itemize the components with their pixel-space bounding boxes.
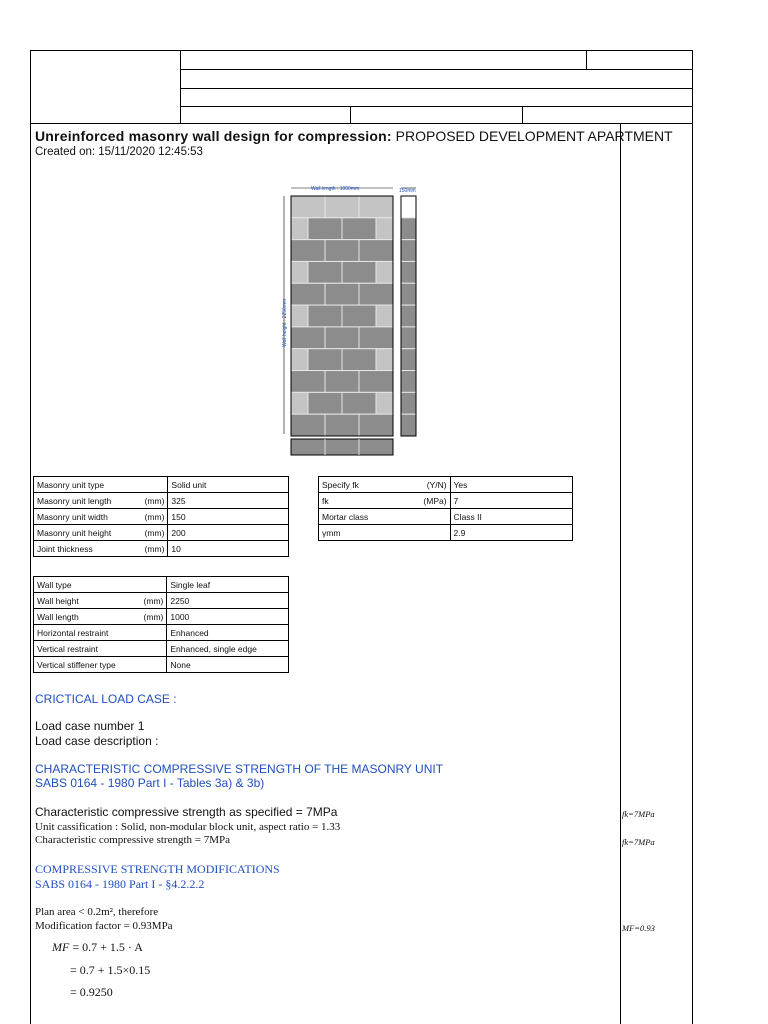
brick bbox=[376, 392, 393, 414]
cell-unit: (mm) bbox=[134, 525, 168, 541]
side-brick bbox=[401, 218, 416, 240]
cell-label: Mortar class bbox=[319, 509, 405, 525]
equation-line-3: = 0.9250 bbox=[70, 985, 113, 999]
cell-unit: (MPa) bbox=[404, 493, 450, 509]
cell-value: 2.9 bbox=[450, 525, 572, 541]
table-row bbox=[319, 477, 573, 493]
side-mf: MF=0.93 bbox=[622, 923, 655, 933]
load-case-number: Load case number 1 bbox=[35, 719, 145, 733]
brick bbox=[376, 261, 393, 283]
brick bbox=[342, 218, 376, 240]
brick bbox=[291, 240, 325, 262]
brick bbox=[308, 305, 342, 327]
cell-label: Masonry unit type bbox=[34, 477, 134, 493]
cell-unit bbox=[133, 657, 167, 673]
brick bbox=[291, 283, 325, 305]
cell-label: Vertical stiffener type bbox=[34, 657, 134, 673]
cell-value: Single leaf bbox=[167, 577, 289, 593]
cell-value: Solid unit bbox=[168, 477, 289, 493]
cell-unit bbox=[404, 509, 450, 525]
cell-label: Wall type bbox=[34, 577, 134, 593]
side-brick bbox=[401, 305, 416, 327]
brick bbox=[359, 196, 393, 218]
cell-unit bbox=[133, 577, 167, 593]
brick bbox=[291, 261, 308, 283]
wall-diagram bbox=[278, 182, 423, 460]
wall-table bbox=[33, 576, 289, 673]
table-row bbox=[34, 509, 289, 525]
char-strength-line1: Characteristic compressive strength as specified = 7MPa bbox=[35, 805, 338, 819]
cell-value: 7 bbox=[450, 493, 572, 509]
wall-height-label: Wall height : 2250mm bbox=[282, 298, 288, 347]
equation-lhs: MF bbox=[52, 940, 70, 954]
side-brick bbox=[401, 371, 416, 393]
cell-value: 150 bbox=[168, 509, 289, 525]
table-row bbox=[319, 525, 573, 541]
equation-line-1 bbox=[52, 940, 143, 955]
load-case-heading: CRICTICAL LOAD CASE : bbox=[35, 692, 177, 706]
table-row bbox=[34, 609, 289, 625]
created-date: Created on: 15/11/2020 12:45:53 bbox=[35, 146, 203, 158]
title-project: PROPOSED DEVELOPMENT APARTMENT bbox=[391, 128, 673, 144]
brick bbox=[342, 392, 376, 414]
cell-value: 200 bbox=[168, 525, 289, 541]
modifications-ref: SABS 0164 - 1980 Part I - §4.2.2.2 bbox=[35, 877, 205, 891]
cell-label: Masonry unit width bbox=[34, 509, 134, 525]
side-brick bbox=[401, 196, 416, 218]
brick bbox=[291, 371, 325, 393]
brick bbox=[291, 305, 308, 327]
cell-label: Masonry unit length bbox=[34, 493, 134, 509]
table-row bbox=[34, 641, 289, 657]
brick bbox=[359, 414, 393, 436]
brick bbox=[359, 240, 393, 262]
cell-value: Class II bbox=[450, 509, 572, 525]
cell-unit: (mm) bbox=[134, 541, 168, 557]
modifications-line2: Modification factor = 0.93MPa bbox=[35, 920, 173, 932]
char-strength-heading: CHARACTERISTIC COMPRESSIVE STRENGTH OF THE MASONRY UNIT bbox=[35, 762, 444, 776]
side-brick bbox=[401, 392, 416, 414]
cell-label: Wall height bbox=[34, 593, 134, 609]
brick bbox=[325, 283, 359, 305]
side-brick bbox=[401, 240, 416, 262]
cell-unit: (mm) bbox=[134, 509, 168, 525]
brick bbox=[342, 349, 376, 371]
cell-unit bbox=[134, 477, 168, 493]
brick bbox=[291, 218, 308, 240]
cell-label: fk bbox=[319, 493, 405, 509]
cell-label: Wall length bbox=[34, 609, 134, 625]
brick bbox=[291, 349, 308, 371]
brick bbox=[359, 283, 393, 305]
char-strength-line2: Unit cassification : Solid, non-modular block unit, aspect ratio = 1.33 bbox=[35, 821, 341, 833]
brick bbox=[376, 305, 393, 327]
cell-unit: (Y/N) bbox=[404, 477, 450, 493]
brick bbox=[359, 371, 393, 393]
char-strength-ref: SABS 0164 - 1980 Part I - Tables 3a) & 3b) bbox=[35, 776, 265, 790]
title-bold: Unreinforced masonry wall design for compression: bbox=[35, 128, 392, 144]
cell-value: Enhanced, single edge bbox=[167, 641, 289, 657]
cell-value: 10 bbox=[168, 541, 289, 557]
brick bbox=[342, 305, 376, 327]
side-brick bbox=[401, 349, 416, 371]
cell-unit: (mm) bbox=[134, 493, 168, 509]
table-row bbox=[34, 577, 289, 593]
table-row bbox=[34, 625, 289, 641]
brick bbox=[325, 196, 359, 218]
table-row bbox=[34, 525, 289, 541]
modifications-heading: COMPRESSIVE STRENGTH MODIFICATIONS bbox=[35, 862, 280, 876]
modifications-line1: Plan area < 0.2m², therefore bbox=[35, 906, 159, 918]
table-row bbox=[34, 593, 289, 609]
table-row bbox=[34, 477, 289, 493]
side-brick bbox=[401, 283, 416, 305]
brick bbox=[359, 327, 393, 349]
brick bbox=[308, 261, 342, 283]
table-row bbox=[319, 509, 573, 525]
brick bbox=[308, 349, 342, 371]
side-brick bbox=[401, 414, 416, 436]
cell-value: 325 bbox=[168, 493, 289, 509]
cell-unit bbox=[404, 525, 450, 541]
brick bbox=[291, 327, 325, 349]
cell-label: Masonry unit height bbox=[34, 525, 134, 541]
cell-value: None bbox=[167, 657, 289, 673]
page-title bbox=[35, 128, 673, 144]
cell-unit: (mm) bbox=[133, 609, 167, 625]
table-row bbox=[34, 493, 289, 509]
cell-value: Enhanced bbox=[167, 625, 289, 641]
brick bbox=[291, 414, 325, 436]
brick bbox=[342, 261, 376, 283]
cell-label: Specify fk bbox=[319, 477, 405, 493]
char-strength-line3: Characteristic compressive strength = 7MPa bbox=[35, 834, 230, 846]
brick bbox=[291, 196, 325, 218]
side-brick bbox=[401, 261, 416, 283]
masonry-unit-table bbox=[33, 476, 289, 557]
brick bbox=[325, 327, 359, 349]
load-case-description: Load case description : bbox=[35, 734, 159, 748]
cell-label: Joint thickness bbox=[34, 541, 134, 557]
cell-value: Yes bbox=[450, 477, 572, 493]
cell-value: 1000 bbox=[167, 609, 289, 625]
brick bbox=[325, 240, 359, 262]
brick bbox=[291, 392, 308, 414]
brick bbox=[308, 218, 342, 240]
cell-label: γmm bbox=[319, 525, 405, 541]
brick bbox=[376, 218, 393, 240]
table-row bbox=[34, 657, 289, 673]
table-row bbox=[319, 493, 573, 509]
wall-width-label: 150mm bbox=[399, 188, 416, 194]
table-row bbox=[34, 541, 289, 557]
brick bbox=[308, 392, 342, 414]
brick bbox=[325, 414, 359, 436]
equation-rhs-1: = 0.7 + 1.5 · A bbox=[72, 940, 143, 954]
brick bbox=[376, 349, 393, 371]
cell-unit bbox=[133, 625, 167, 641]
cell-label: Horizontal restraint bbox=[34, 625, 134, 641]
wall-length-label: Wall length : 1000mm bbox=[311, 186, 360, 192]
cell-value: 2250 bbox=[167, 593, 289, 609]
brick bbox=[325, 371, 359, 393]
strength-table bbox=[318, 476, 573, 541]
cell-label: Vertical restraint bbox=[34, 641, 134, 657]
cell-unit: (mm) bbox=[133, 593, 167, 609]
side-fk-2: fk=7MPa bbox=[622, 837, 655, 847]
cell-unit bbox=[133, 641, 167, 657]
side-fk-1: fk=7MPa bbox=[622, 809, 655, 819]
equation-line-2: = 0.7 + 1.5×0.15 bbox=[70, 963, 151, 977]
side-brick bbox=[401, 327, 416, 349]
